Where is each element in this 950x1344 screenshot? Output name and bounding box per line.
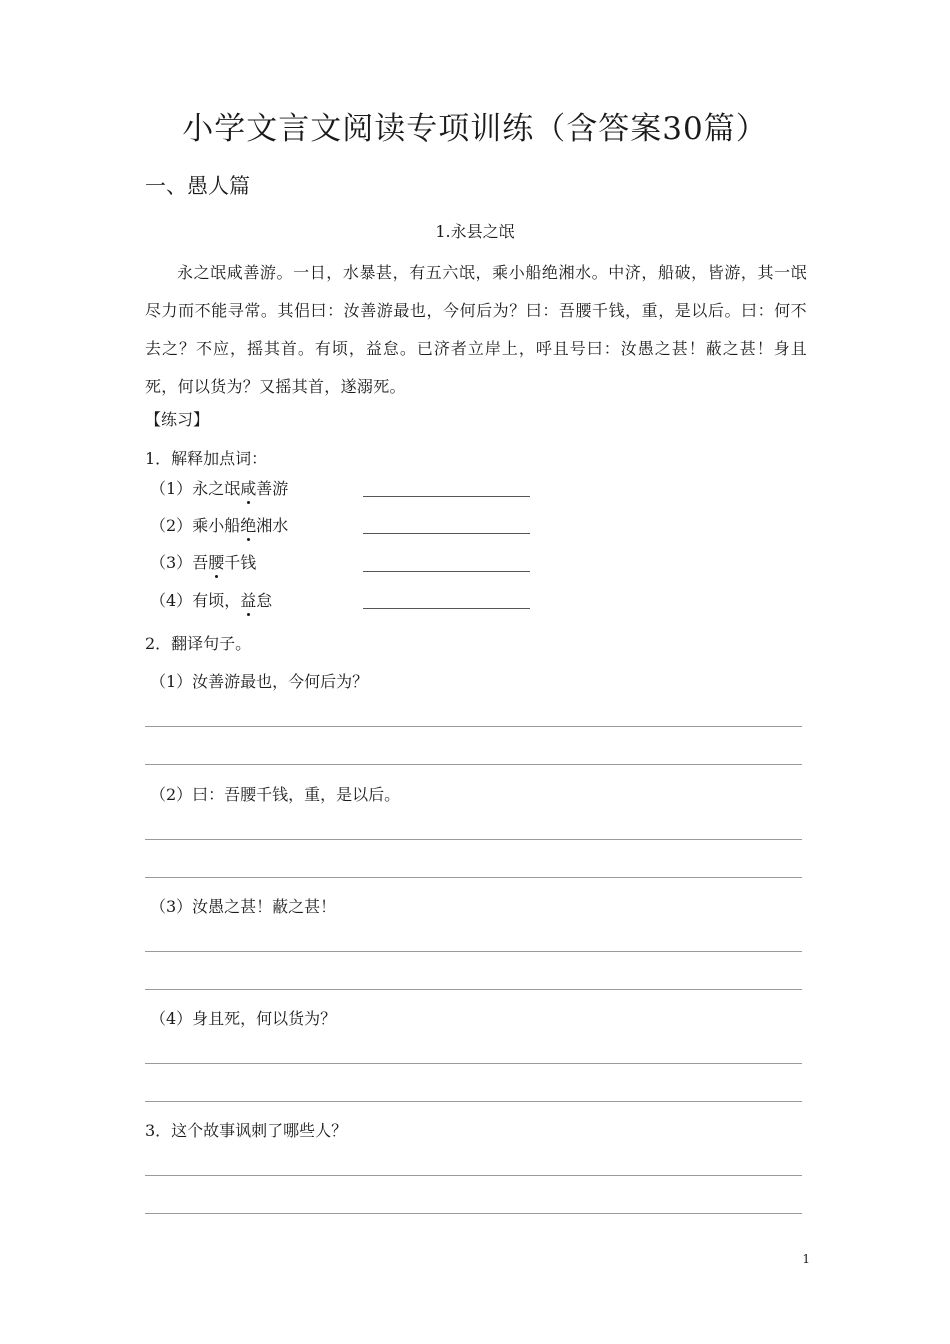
section-heading: 一、愚人篇 <box>145 174 250 198</box>
answer-line[interactable] <box>145 839 802 840</box>
answer-blank[interactable] <box>363 533 530 534</box>
answer-line[interactable] <box>145 1175 802 1176</box>
answer-line[interactable] <box>145 989 802 990</box>
emphasis-dot-char: 腰 <box>208 551 224 575</box>
q2-item-3: （3）汝愚之甚！蔽之甚！ <box>150 897 337 916</box>
story-text: 永之氓咸善游。一日，水暴甚，有五六氓，乘小船绝湘水。中济，船破，皆游，其一氓尽力而不能寻常。其侣曰：汝善游最也，今何后为？曰：吾腰千钱，重，是以后。曰：何不去之？不应，摇其首。有顷，益怠。已济者立岸上，呼且号曰：汝愚之甚！蔽之甚！身且死，何以货为？又摇其首，遂溺死。 <box>145 263 807 396</box>
answer-line[interactable] <box>145 951 802 952</box>
emphasis-dot-char: 咸 <box>240 477 256 501</box>
emphasis-dot-char: 益 <box>240 589 256 613</box>
answer-line[interactable] <box>145 764 802 765</box>
answer-line[interactable] <box>145 1063 802 1064</box>
q1-item-3: （3）吾腰千钱 <box>150 551 256 575</box>
question-3-label: 3．这个故事讽刺了哪些人？ <box>145 1121 348 1140</box>
question-2-label: 2．翻译句子。 <box>145 634 252 653</box>
q1-item-4: （4）有顷，益怠 <box>150 589 272 613</box>
q1-item-2: （2）乘小船绝湘水 <box>150 514 288 538</box>
q1-item-1: （1）永之氓咸善游 <box>150 477 288 501</box>
answer-blank[interactable] <box>363 608 530 609</box>
emphasis-dot-char: 绝 <box>240 514 256 538</box>
answer-blank[interactable] <box>363 571 530 572</box>
question-1-label: 1．解释加点词： <box>145 449 268 468</box>
story-title: 1.永县之氓 <box>435 222 515 241</box>
answer-blank[interactable] <box>363 496 530 497</box>
q2-item-4: （4）身且死，何以货为？ <box>150 1009 337 1028</box>
answer-line[interactable] <box>145 1213 802 1214</box>
document-title: 小学文言文阅读专项训练（含答案30篇） <box>182 111 768 147</box>
q2-item-2: （2）曰：吾腰千钱，重，是以后。 <box>150 785 401 804</box>
q2-item-1: （1）汝善游最也，今何后为？ <box>150 672 369 691</box>
page-number: 1 <box>802 1252 810 1266</box>
exercise-heading: 【练习】 <box>145 410 210 429</box>
answer-line[interactable] <box>145 877 802 878</box>
answer-line[interactable] <box>145 1101 802 1102</box>
answer-line[interactable] <box>145 726 802 727</box>
